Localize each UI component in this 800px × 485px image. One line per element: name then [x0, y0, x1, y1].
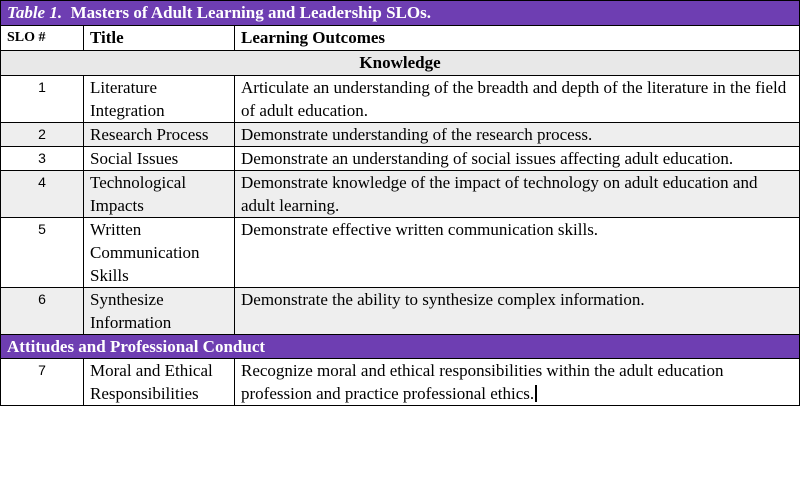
table-caption	[1, 1, 800, 26]
slo-outcome: Demonstrate the ability to synthesize complex information.	[235, 288, 800, 335]
slo-outcome: Articulate an understanding of the breadth and depth of the literature in the field of adult education.	[235, 76, 800, 123]
slo-number: 1	[1, 76, 84, 123]
table-row	[1, 288, 800, 335]
slo-outcome: Demonstrate knowledge of the impact of technology on adult education and adult learning.	[235, 171, 800, 218]
section-label: Knowledge	[1, 51, 800, 76]
slo-title: Moral and Ethical Responsibilities	[84, 359, 235, 406]
section-row-knowledge	[1, 51, 800, 76]
header-row	[1, 26, 800, 51]
slo-outcome: Demonstrate an understanding of social issues affecting adult education.	[235, 147, 800, 171]
slo-number: 6	[1, 288, 84, 335]
header-slo-number: SLO #	[1, 26, 84, 51]
table-row	[1, 171, 800, 218]
slo-title: Written Communication Skills	[84, 218, 235, 288]
slo-outcome: Recognize moral and ethical responsibilities within the adult education profession and practice professional ethics.	[241, 361, 724, 403]
slo-title: Technological Impacts	[84, 171, 235, 218]
section-label: Attitudes and Professional Conduct	[1, 335, 800, 359]
slo-outcome: Demonstrate understanding of the research process.	[235, 123, 800, 147]
table-row	[1, 218, 800, 288]
text-cursor	[535, 385, 537, 402]
slo-number: 3	[1, 147, 84, 171]
slo-outcome-cell[interactable]	[235, 359, 800, 406]
slo-number: 7	[1, 359, 84, 406]
table-caption-row	[1, 1, 800, 26]
slo-title: Synthesize Information	[84, 288, 235, 335]
table-row	[1, 123, 800, 147]
slo-title: Literature Integration	[84, 76, 235, 123]
table-row	[1, 147, 800, 171]
table-title: Masters of Adult Learning and Leadership SLOs	[70, 3, 427, 22]
slo-title: Social Issues	[84, 147, 235, 171]
table-row	[1, 76, 800, 123]
table-number: Table 1.	[7, 3, 63, 22]
header-title: Title	[84, 26, 235, 51]
slo-number: 2	[1, 123, 84, 147]
table-row	[1, 359, 800, 406]
section-row-attitudes	[1, 335, 800, 359]
slo-title: Research Process	[84, 123, 235, 147]
slo-outcome: Demonstrate effective written communication skills.	[235, 218, 800, 288]
slo-number: 4	[1, 171, 84, 218]
table-title-punct: .	[426, 3, 431, 22]
header-learning-outcomes: Learning Outcomes	[235, 26, 800, 51]
slo-number: 5	[1, 218, 84, 288]
